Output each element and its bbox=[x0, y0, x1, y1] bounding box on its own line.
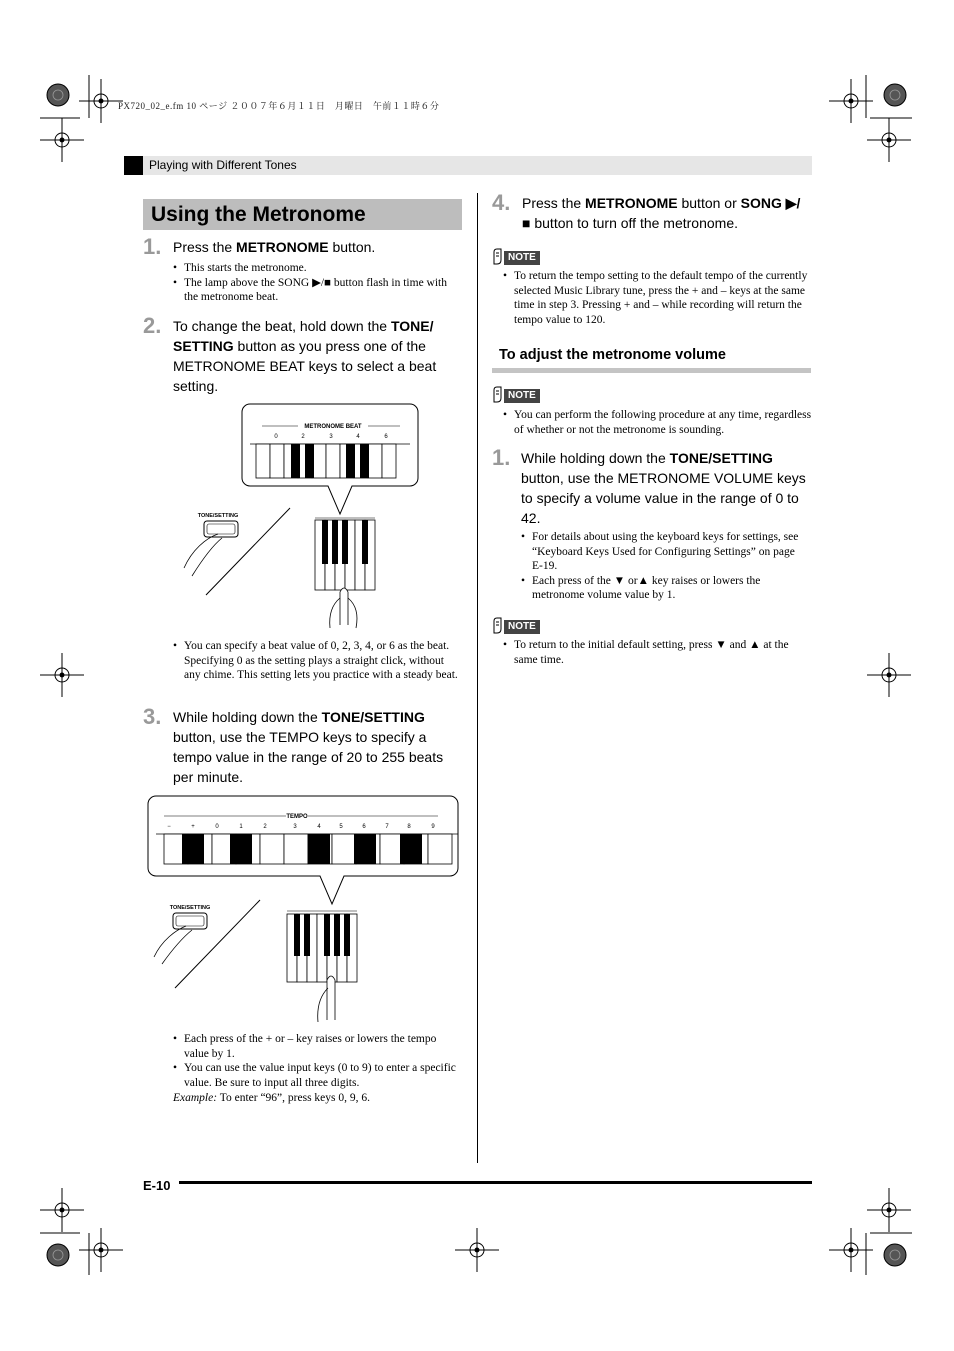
volume-step-1-bullets bbox=[521, 530, 806, 603]
list-item: • To return to the initial default setting, press ▼ and ▲ at the same time. bbox=[503, 638, 808, 667]
list-item: • Each press of the + or – key raises or lowers the tempo value by 1. bbox=[173, 1032, 463, 1061]
step-4-bold-1: METRONOME bbox=[585, 195, 678, 211]
tone-setting-label-2: TONE/SETTING bbox=[169, 905, 211, 911]
step-1-pre: Press the bbox=[173, 239, 237, 255]
step-4-post: button to turn off the metronome. bbox=[530, 215, 739, 231]
list-item: • You can perform the following procedure at any time, regardless of whether or not the metronome is sounding. bbox=[503, 408, 813, 437]
note-1-list bbox=[503, 269, 808, 327]
step-2-bold: TONE/ SETTING bbox=[173, 318, 434, 354]
page-number: E-10 bbox=[143, 1178, 171, 1193]
example-line bbox=[173, 1092, 463, 1104]
example-label: Example: bbox=[173, 1092, 218, 1104]
beat-tick-6: 6 bbox=[384, 434, 388, 440]
beat-tick-3: 3 bbox=[329, 434, 333, 440]
tempo-tick-4: 4 bbox=[317, 824, 321, 830]
step-4-pre: Press the bbox=[522, 195, 586, 211]
note-badge bbox=[492, 386, 540, 403]
note-badge bbox=[492, 617, 540, 634]
note-label: NOTE bbox=[504, 389, 540, 403]
volume-step-1-number: 1. bbox=[492, 445, 511, 470]
tempo-tick-plus: + bbox=[191, 824, 195, 830]
tempo-tick-0: 0 bbox=[215, 824, 219, 830]
step-2-pre: To change the beat, hold down the bbox=[173, 318, 391, 334]
volume-step-1-post: button, use the METRONOME VOLUME keys to specify a volume value in the range of 0 to 42. bbox=[521, 470, 806, 526]
running-header-title: Playing with Different Tones bbox=[149, 158, 297, 172]
note-icon bbox=[492, 248, 503, 265]
subsection-heading: To adjust the metronome volume bbox=[499, 347, 726, 363]
footer-rule bbox=[179, 1181, 812, 1184]
step-4-text bbox=[522, 193, 802, 233]
note-3-list bbox=[503, 638, 808, 667]
step-1-number: 1. bbox=[143, 234, 162, 259]
note-label: NOTE bbox=[504, 620, 540, 634]
step-4-number: 4. bbox=[492, 190, 511, 215]
beat-panel-label: METRONOME BEAT bbox=[304, 424, 362, 430]
step-3-number: 3. bbox=[143, 704, 162, 729]
list-item: • Each press of the ▼ or▲ key raises or lowers the metronome volume value by 1. bbox=[521, 574, 806, 603]
tempo-tick-3: 3 bbox=[293, 824, 297, 830]
tempo-figure bbox=[140, 792, 462, 1027]
tempo-tick-2: 2 bbox=[263, 824, 267, 830]
tempo-tick-5: 5 bbox=[339, 824, 343, 830]
example-text: To enter “96”, press keys 0, 9, 6. bbox=[217, 1092, 370, 1104]
beat-tick-4: 4 bbox=[356, 434, 360, 440]
beat-tick-2: 2 bbox=[301, 434, 305, 440]
step-1-bullets bbox=[173, 261, 463, 305]
volume-step-1-pre: While holding down the bbox=[521, 450, 670, 466]
tempo-tick-8: 8 bbox=[407, 824, 411, 830]
list-item: • For details about using the keyboard keys for settings, see “Keyboard Keys Used for Configuring Settings” on page E-19. bbox=[521, 530, 806, 574]
list-item: • The lamp above the SONG ▶/■ button flash in time with the metronome beat. bbox=[173, 276, 463, 305]
step-3-text bbox=[173, 707, 458, 787]
step-3-post: button, use the TEMPO keys to specify a tempo value in the range of 20 to 255 beats per minute. bbox=[173, 729, 444, 785]
subsection-rule bbox=[492, 368, 811, 373]
volume-step-1-bold: TONE/SETTING bbox=[669, 450, 773, 466]
tempo-tick-7: 7 bbox=[385, 824, 389, 830]
beat-tick-0: 0 bbox=[274, 434, 278, 440]
step-2-number: 2. bbox=[143, 313, 162, 338]
running-header-block bbox=[124, 156, 143, 175]
step-1-bold: METRONOME bbox=[236, 239, 329, 255]
note-icon bbox=[492, 617, 503, 634]
note-2-list bbox=[503, 408, 813, 437]
step-3-bullets bbox=[173, 1032, 463, 1090]
step-1-post: button. bbox=[328, 239, 376, 255]
step-2-bullets bbox=[173, 639, 463, 683]
tone-setting-label: TONE/SETTING bbox=[197, 513, 239, 519]
tempo-tick-1: 1 bbox=[239, 824, 243, 830]
step-3-pre: While holding down the bbox=[173, 709, 322, 725]
metronome-beat-figure bbox=[178, 400, 423, 632]
print-info: PX720_02_e.fm 10 ページ ２００７年６月１１日 月曜日 午前１１時６分 bbox=[118, 101, 440, 111]
tempo-tick-6: 6 bbox=[362, 824, 366, 830]
step-2-text bbox=[173, 316, 458, 396]
step-3-bold: TONE/SETTING bbox=[321, 709, 425, 725]
tempo-panel-label: TEMPO bbox=[286, 814, 308, 820]
tempo-tick-9: 9 bbox=[431, 824, 435, 830]
step-2-post: button as you press one of the METRONOME BEAT keys to select a beat setting. bbox=[173, 338, 437, 394]
step-1-text bbox=[173, 237, 463, 257]
list-item: • You can specify a beat value of 0, 2, 3, 4, or 6 as the beat. Specifying 0 as the setting plays a straight click, without any chime. This setting lets you practice with a steady beat. bbox=[173, 639, 463, 683]
list-item: • This starts the metronome. bbox=[173, 261, 463, 276]
note-label: NOTE bbox=[504, 251, 540, 265]
list-item: • You can use the value input keys (0 to 9) to enter a specific value. Be sure to input all three digits. bbox=[173, 1061, 463, 1090]
step-4-bold-2: SONG ▶/■ bbox=[522, 195, 801, 231]
note-icon bbox=[492, 386, 503, 403]
volume-step-1-text bbox=[521, 448, 811, 528]
section-title: Using the Metronome bbox=[143, 199, 462, 230]
list-item: • To return the tempo setting to the default tempo of the currently selected Music Library tune, press the + and – keys at the same time in step 3. Pressing + and – while recording will return the tempo value to 120. bbox=[503, 269, 808, 327]
note-badge bbox=[492, 248, 540, 265]
tempo-tick-minus: − bbox=[167, 824, 171, 830]
column-divider bbox=[477, 193, 478, 1163]
step-4-mid: button or bbox=[677, 195, 741, 211]
